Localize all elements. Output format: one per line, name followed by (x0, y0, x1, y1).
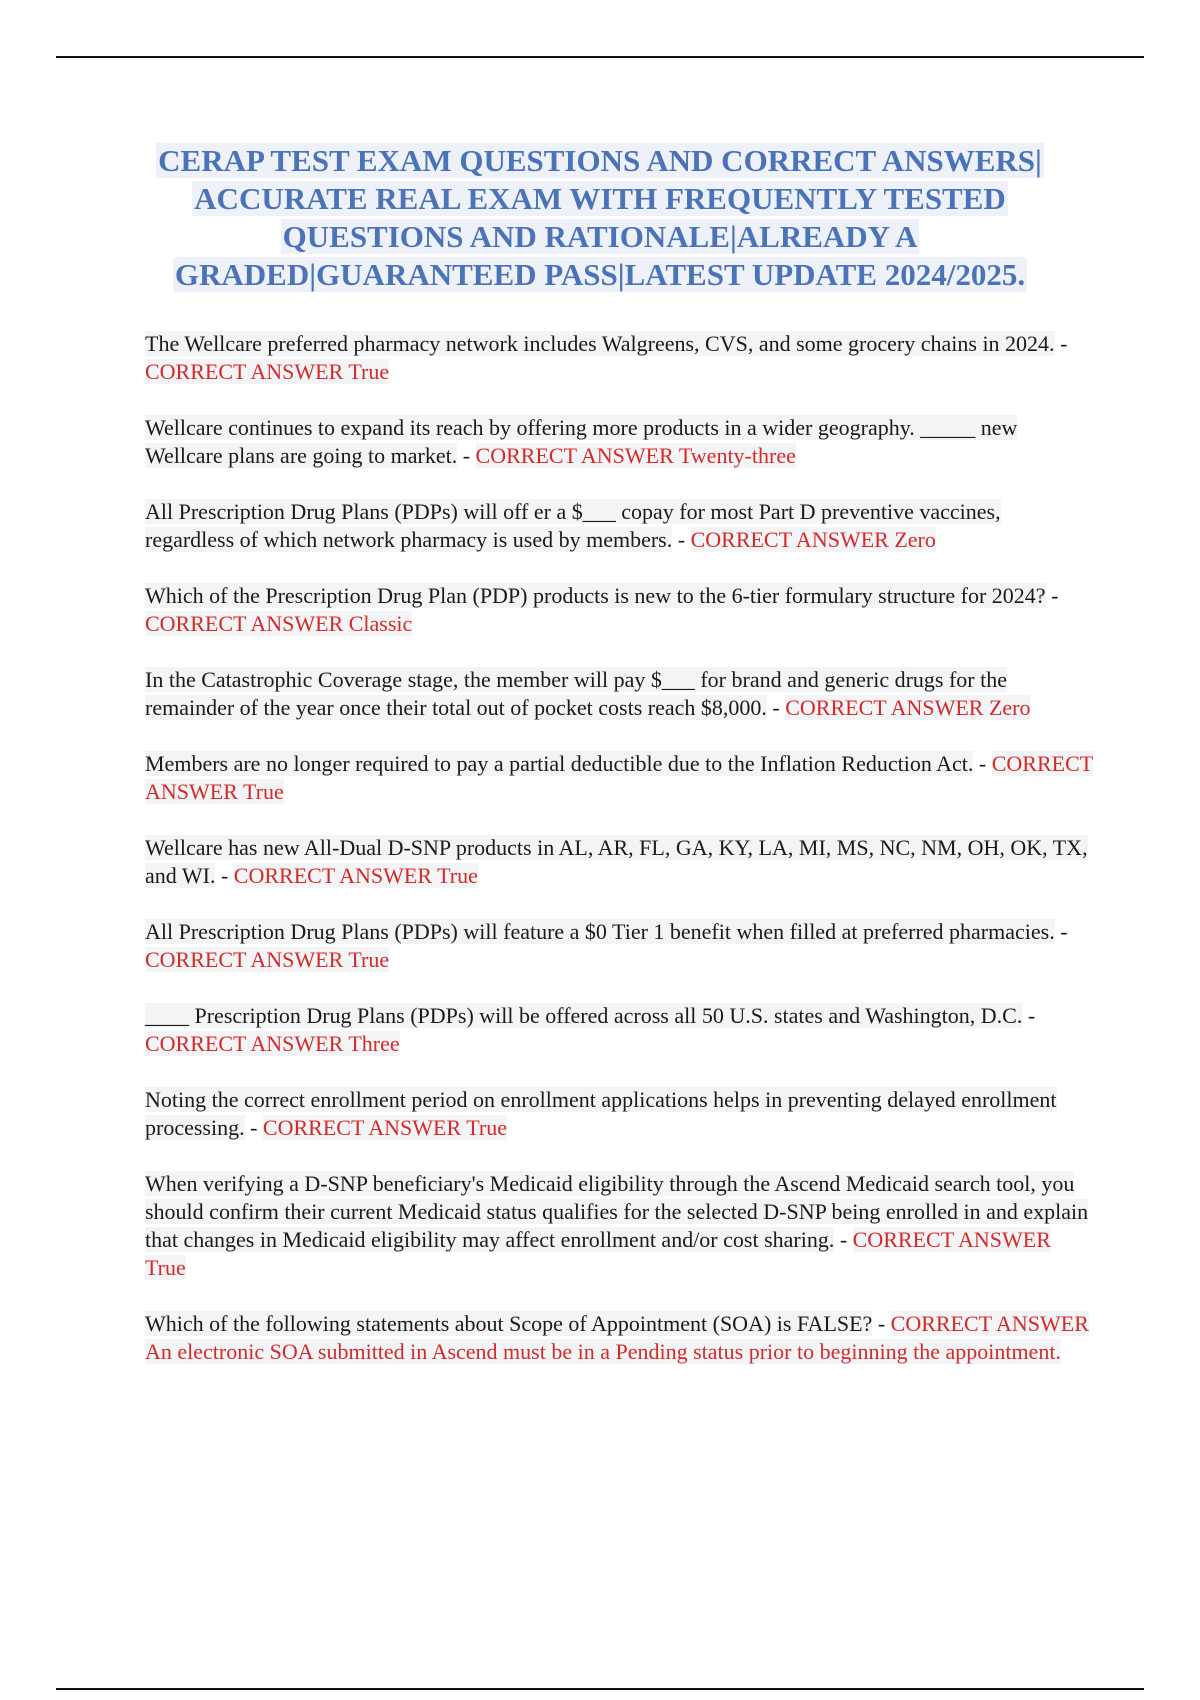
qa-item-10 (145, 1086, 1095, 1142)
answer-text: CORRECT ANSWER True (145, 1227, 1051, 1280)
answer-text: CORRECT ANSWER True (145, 947, 390, 972)
question-text: Which of the Prescription Drug Plan (PDP) products is new to the 6-tier formulary structure for 2024? (145, 583, 1046, 608)
title-line-1: CERAP TEST EXAM QUESTIONS AND CORRECT ANSWERS| (158, 143, 1042, 178)
qa-item-4 (145, 582, 1095, 638)
document-title (140, 142, 1060, 294)
answer-text: CORRECT ANSWER Zero (785, 695, 1031, 720)
separator: - (215, 863, 234, 888)
qa-list (145, 330, 1095, 1394)
separator: - (766, 695, 786, 720)
qa-item-1 (145, 330, 1095, 386)
qa-item-5 (145, 666, 1095, 722)
separator: - (1022, 1003, 1036, 1028)
separator: - (672, 527, 691, 552)
question-text: Which of the following statements about Scope of Appointment (SOA) is FALSE? (145, 1311, 873, 1336)
separator: - (1054, 331, 1068, 356)
qa-item-11 (145, 1170, 1095, 1282)
separator: - (872, 1311, 891, 1336)
question-text: All Prescription Drug Plans (PDPs) will feature a $0 Tier 1 benefit when filled at preferred pharmacies. (145, 919, 1055, 944)
separator: - (457, 443, 476, 468)
title-line-2: ACCURATE REAL EXAM WITH FREQUENTLY TESTED (194, 181, 1006, 216)
qa-item-6 (145, 750, 1095, 806)
question-text: The Wellcare preferred pharmacy network includes Walgreens, CVS, and some grocery chains in 2024. (145, 331, 1055, 356)
separator: - (973, 751, 992, 776)
answer-text: CORRECT ANSWER True (145, 359, 390, 384)
question-text: When verifying a D-SNP beneficiary's Medicaid eligibility through the Ascend Medicaid search tool, you should confirm their current Medicaid status qualifies for the selected D-SNP being enrolled in and explain that changes in Medicaid eligibility may affect enrollment and/or cost sharing. (145, 1171, 1089, 1252)
title-line-4: GRADED|GUARANTEED PASS|LATEST UPDATE 2024/2025. (174, 257, 1026, 292)
answer-text: CORRECT ANSWER Twenty-three (475, 443, 796, 468)
question-text: All Prescription Drug Plans (PDPs) will off er a $___ copay for most Part D preventive vaccines, regardless of which network pharmacy is used by members. (145, 499, 1001, 552)
bottom-rule (56, 1688, 1144, 1690)
qa-item-12 (145, 1310, 1095, 1366)
separator: - (834, 1227, 853, 1252)
answer-text: CORRECT ANSWER Three (145, 1031, 400, 1056)
question-text: Wellcare continues to expand its reach by offering more products in a wider geography. _____ new Wellcare plans are going to market. (145, 415, 1018, 468)
qa-item-9 (145, 1002, 1095, 1058)
qa-item-7 (145, 834, 1095, 890)
question-text: Members are no longer required to pay a partial deductible due to the Inflation Reduction Act. (145, 751, 974, 776)
separator: - (244, 1115, 263, 1140)
qa-item-3 (145, 498, 1095, 554)
answer-text: CORRECT ANSWER An electronic SOA submitted in Ascend must be in a Pending status prior to beginning the appointment. (145, 1311, 1089, 1364)
title-line-3: QUESTIONS AND RATIONALE|ALREADY A (282, 219, 918, 254)
question-text: Noting the correct enrollment period on enrollment applications helps in preventing delayed enrollment processing. (145, 1087, 1057, 1140)
separator: - (1054, 919, 1068, 944)
answer-text: CORRECT ANSWER True (233, 863, 478, 888)
question-text: In the Catastrophic Coverage stage, the member will pay $___ for brand and generic drugs for the remainder of the year once their total out of pocket costs reach $8,000. (145, 667, 1007, 720)
answer-text: CORRECT ANSWER Classic (145, 611, 413, 636)
top-rule (56, 56, 1144, 58)
qa-item-8 (145, 918, 1095, 974)
question-text: Wellcare has new All-Dual D-SNP products in AL, AR, FL, GA, KY, LA, MI, MS, NC, NM, OH, OK, TX, and WI. (145, 835, 1088, 888)
answer-text: CORRECT ANSWER Zero (690, 527, 936, 552)
qa-item-2 (145, 414, 1095, 470)
answer-text: CORRECT ANSWER True (262, 1115, 508, 1140)
separator: - (1045, 583, 1059, 608)
answer-text: CORRECT ANSWER True (145, 751, 1094, 804)
question-text: ____ Prescription Drug Plans (PDPs) will be offered across all 50 U.S. states and Washington, D.C. (145, 1003, 1023, 1028)
